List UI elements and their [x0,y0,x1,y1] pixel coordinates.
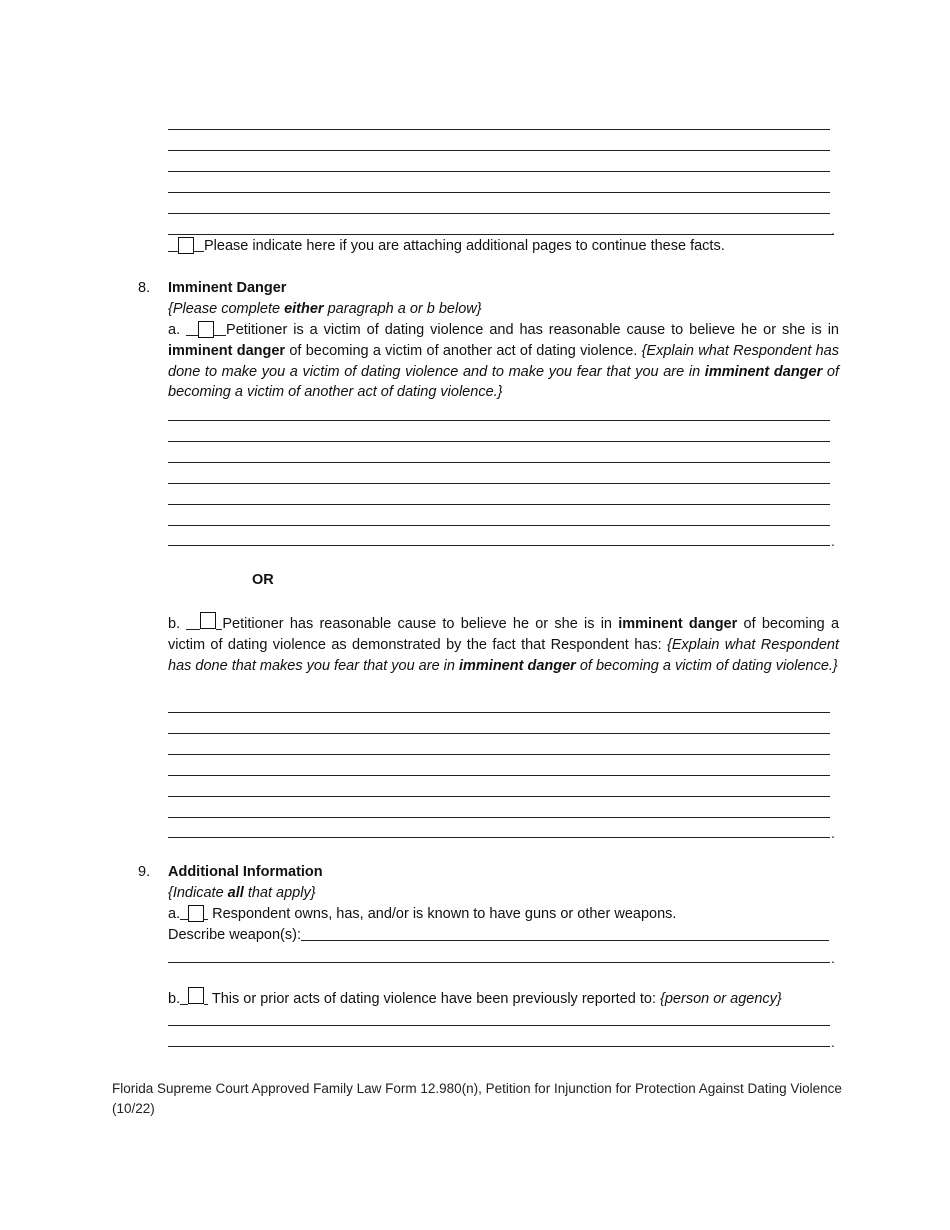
section-8-number: 8. [138,280,151,296]
facts-line [168,234,834,235]
section-9b-end-period: . [831,1034,835,1050]
explanation-line [168,420,830,421]
attach-pages-row [168,236,840,257]
explanation-line [168,837,830,838]
explanation-line [168,712,830,713]
section-9b-agency-hint: {person or agency} [660,991,782,1007]
weapons-describe-label: Describe weapon(s): [168,927,301,943]
explanation-line [168,504,830,505]
section-9-number: 9. [138,864,151,880]
explanation-line [168,817,830,818]
section-9a-checkbox[interactable] [188,905,204,922]
section-8a-end-period: . [831,533,835,549]
section-8a-checkbox[interactable] [198,321,214,338]
explanation-line [168,733,830,734]
attach-pages-label: Please indicate here if you are attaching additional pages to continue these facts. [204,238,725,254]
facts-line [168,150,830,151]
facts-line [168,171,830,172]
weapons-describe-row [168,925,840,946]
explanation-line [168,754,830,755]
reported-line [168,1025,830,1026]
explanation-line [168,483,830,484]
explanation-line [168,775,830,776]
section-9-heading: Additional Information [168,864,323,880]
reported-line [168,1046,830,1047]
explanation-line [168,441,830,442]
or-label: OR [252,572,274,588]
section-9b-checkbox[interactable] [188,987,204,1004]
weapons-line [168,962,830,963]
explanation-line [168,796,830,797]
section-8b-checkbox[interactable] [200,612,216,629]
explanation-line [168,525,830,526]
section-8-heading: Imminent Danger [168,280,287,296]
weapons-describe-field[interactable] [301,926,829,941]
section-9b-row: b. This or prior acts of dating violence have been previously reported to: {person or agency} [168,987,840,1008]
facts-line [168,213,830,214]
explanation-line [168,462,830,463]
section-8b-paragraph: b. Petitioner has reasonable cause to believe he or she is in imminent danger of becoming a victim of dating violence as demonstrated by the fact that Respondent has: {Explain what Respondent has done that makes you fear that you are in imminent danger of becoming a victim of dating violence.} [168,612,839,676]
section-8a-paragraph: a. Petitioner is a victim of dating violence and has reasonable cause to believe he or she is in imminent danger of becoming a victim of another act of dating violence. {Explain what Respondent has done to make you a victim of dating violence and to make you fear that you are in imminent danger of becoming a victim of another act of dating violence.} [168,322,839,401]
attach-pages-checkbox[interactable] [178,237,194,254]
facts-line [168,192,830,193]
facts-end-period: . [831,222,835,238]
section-9a-row: a. Respondent owns, has, and/or is known to have guns or other weapons. [168,906,677,922]
explanation-line [168,545,830,546]
section-9b-label: This or prior acts of dating violence have been previously reported to: [211,991,661,1007]
form-footer: Florida Supreme Court Approved Family Law Form 12.980(n), Petition for Injunction for Protection Against Dating Violence (10/22) [112,1081,842,1116]
facts-line [168,129,830,130]
section-8-instruction: {Please complete either paragraph a or b below} [168,301,482,317]
section-9a-label: Respondent owns, has, and/or is known to have guns or other weapons. [212,906,677,922]
section-9a-end-period: . [831,950,835,966]
section-9-instruction: {Indicate all that apply} [168,885,316,901]
section-8b-end-period: . [831,825,835,841]
